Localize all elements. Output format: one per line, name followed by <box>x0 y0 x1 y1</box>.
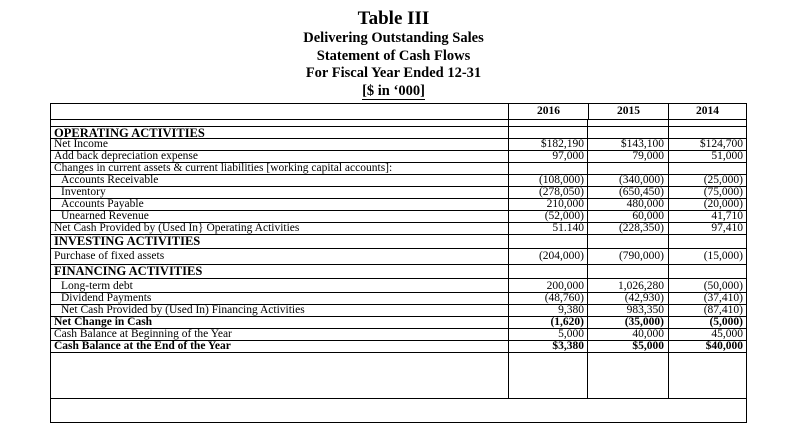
row-label: Cash Balance at Beginning of the Year <box>54 328 232 340</box>
table-title: Table III <box>357 8 430 29</box>
row-label: Changes in current assets & current liabilities [working capital accounts]: <box>54 162 393 174</box>
cell-2016: (278,050) <box>538 186 584 198</box>
section-investing: INVESTING ACTIVITIES <box>54 234 201 248</box>
table-row <box>51 279 746 293</box>
row-label: Cash Balance at the End of the Year <box>54 340 231 352</box>
table-row <box>51 235 746 249</box>
fiscal-period: For Fiscal Year Ended 12-31 <box>305 65 482 81</box>
column-header-2014: 2014 <box>668 104 746 120</box>
cell-2014: $124,700 <box>699 138 743 150</box>
unit-label: [$ in ‘000] <box>362 82 425 99</box>
row-label: Net Income <box>54 138 108 150</box>
row-label: Inventory <box>61 186 106 198</box>
cell-2015: $143,100 <box>620 138 664 150</box>
row-label: Accounts Payable <box>61 198 144 210</box>
cell-2016: 210,000 <box>546 198 584 210</box>
row-label: Net Cash Provided by (Used In} Operating Activities <box>54 222 300 234</box>
cell-2016: (204,000) <box>538 250 584 262</box>
cell-2014: (15,000) <box>703 250 743 262</box>
section-financing: FINANCING ACTIVITIES <box>54 264 203 278</box>
cell-2015: 79,000 <box>632 150 664 162</box>
column-header-2016: 2016 <box>508 104 588 120</box>
cell-2016: (108,000) <box>538 174 584 186</box>
cell-2014: $40,000 <box>705 340 743 352</box>
row-label: Add back depreciation expense <box>54 150 199 162</box>
company-name: Delivering Outstanding Sales <box>303 30 484 46</box>
row-label: Purchase of fixed assets <box>54 250 165 262</box>
cell-2014: (20,000) <box>703 198 743 210</box>
cell-2016: 51.140 <box>552 222 584 234</box>
cell-2016: (52,000) <box>544 210 584 222</box>
cell-2015: (228,350) <box>618 222 664 234</box>
label-column-header <box>51 104 508 120</box>
cell-2016: (1,620) <box>550 316 584 328</box>
cell-2015: 1,026,280 <box>618 280 664 292</box>
row-label: Long-term debt <box>61 280 133 292</box>
cell-2016: 97,000 <box>552 150 584 162</box>
cell-2014: 51,000 <box>711 150 743 162</box>
cell-2016: $182,190 <box>540 138 584 150</box>
cell-2015: (340,000) <box>618 174 664 186</box>
table-row <box>51 249 746 265</box>
section-operating: OPERATING ACTIVITIES <box>54 126 205 140</box>
cell-2014: 45,000 <box>711 328 743 340</box>
blank-row <box>51 353 746 399</box>
cell-2015: (790,000) <box>618 250 664 262</box>
table-header <box>0 8 787 100</box>
cell-2015: (650,450) <box>618 186 664 198</box>
cell-2016: (48,760) <box>544 292 584 304</box>
row-label: Unearned Revenue <box>61 210 149 222</box>
cell-2016: 9,380 <box>558 304 584 316</box>
cell-2015: $5,000 <box>632 340 664 352</box>
column-header-2015: 2015 <box>588 104 668 120</box>
cell-2014: (50,000) <box>703 280 743 292</box>
row-label: Net Change in Cash <box>54 316 153 328</box>
cell-2014: (37,410) <box>703 292 743 304</box>
cell-2015: (35,000) <box>624 316 664 328</box>
table-row <box>51 341 746 353</box>
statement-name: Statement of Cash Flows <box>316 47 471 64</box>
cell-2015: 40,000 <box>632 328 664 340</box>
cell-2016: 5,000 <box>558 328 584 340</box>
cell-2014: (5,000) <box>709 316 743 328</box>
cell-2016: $3,380 <box>552 340 584 352</box>
cell-2015: 60,000 <box>632 210 664 222</box>
cell-2014: 97,410 <box>711 222 743 234</box>
cell-2014: 41,710 <box>711 210 743 222</box>
row-label: Accounts Receivable <box>61 174 159 186</box>
row-label: Net Cash Provided by (Used In) Financing Activities <box>61 304 305 316</box>
cell-2015: 480,000 <box>626 198 664 210</box>
cell-2015: (42,930) <box>624 292 664 304</box>
cell-2014: (75,000) <box>703 186 743 198</box>
cash-flow-table <box>50 103 747 423</box>
cell-2015: 983,350 <box>626 304 664 316</box>
cell-2014: (25,000) <box>703 174 743 186</box>
row-label: Dividend Payments <box>61 292 152 304</box>
table-row <box>51 265 746 279</box>
cell-2014: (87,410) <box>703 304 743 316</box>
cell-2016: 200,000 <box>546 280 584 292</box>
